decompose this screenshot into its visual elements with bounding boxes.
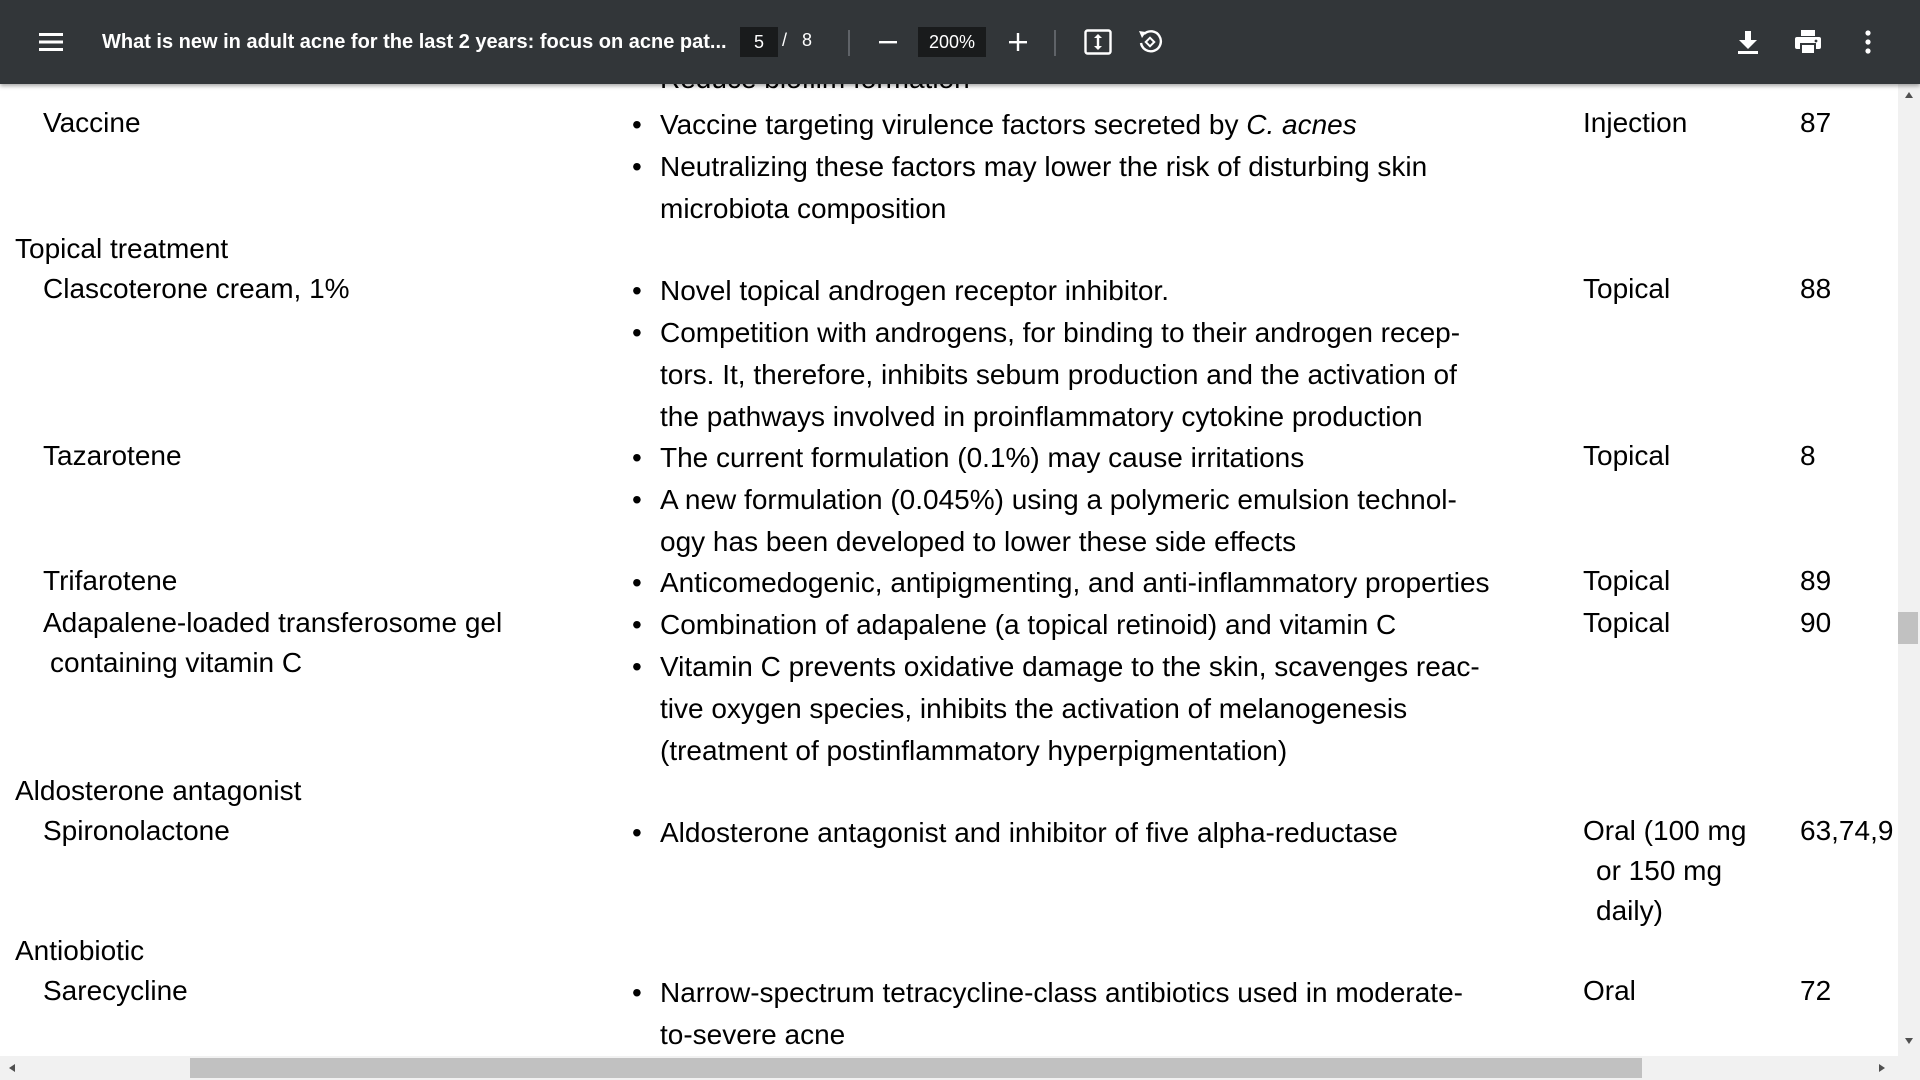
- reference-cell: 89: [1800, 565, 1832, 596]
- page-separator: /: [782, 30, 788, 50]
- treatment-name: Trifarotene: [43, 565, 178, 596]
- group-heading: Aldosterone antagonist: [15, 775, 302, 806]
- triangle-left-icon: [8, 1063, 16, 1073]
- route-cell: Injection: [1583, 107, 1688, 138]
- description-line: Competition with androgens, for binding to their androgen recep-: [660, 317, 1461, 348]
- bullet: •: [632, 317, 642, 348]
- zoom-level-input[interactable]: [918, 27, 986, 57]
- page-number-input[interactable]: [740, 27, 778, 57]
- description-line: to-severe acne: [660, 1019, 846, 1050]
- description-line: the pathways involved in proinflammatory cytokine production: [660, 401, 1423, 432]
- route-cell: Topical: [1583, 273, 1671, 304]
- bullet: •: [632, 651, 642, 682]
- zoom-in-button[interactable]: [998, 22, 1038, 62]
- description-line: Combination of adapalene (a topical retinoid) and vitamin C: [660, 609, 1397, 640]
- bullet: •: [632, 977, 642, 1008]
- description-line: Aldosterone antagonist and inhibitor of five alpha-reductase: [660, 817, 1398, 848]
- description-line: [660, 104, 1357, 146]
- bullet: •: [632, 817, 642, 848]
- bullet: •: [632, 151, 642, 182]
- description-line: The current formulation (0.1%) may cause irritations: [660, 442, 1305, 473]
- pdf-toolbar: [0, 0, 1920, 84]
- document-title: What is new in adult acne for the last 2 years: focus on acne pat...: [102, 31, 727, 53]
- download-button[interactable]: [1728, 22, 1768, 62]
- description-line: (treatment of postinflammatory hyperpigmentation): [660, 735, 1288, 766]
- toolbar-divider: [848, 30, 850, 56]
- scroll-down-arrow[interactable]: [1898, 1032, 1920, 1050]
- treatment-name: Adapalene-loaded transferosome gel: [43, 607, 503, 638]
- reference-cell: 63,74,9: [1800, 815, 1894, 846]
- treatment-name: Clascoterone cream, 1%: [43, 273, 350, 304]
- print-button[interactable]: [1788, 22, 1828, 62]
- print-icon: [1794, 29, 1822, 55]
- fit-to-page-icon: [1084, 29, 1112, 55]
- scroll-right-arrow[interactable]: [1872, 1058, 1892, 1078]
- bullet: •: [632, 609, 642, 640]
- route-cell: Oral: [1583, 975, 1636, 1006]
- vertical-scroll-thumb[interactable]: [1898, 612, 1918, 644]
- route-cell-continued: or 150 mg: [1596, 855, 1723, 886]
- rotate-button[interactable]: [1130, 22, 1170, 62]
- description-line: A new formulation (0.045%) using a polymeric emulsion technol-: [660, 484, 1457, 515]
- description-line: microbiota composition: [660, 193, 947, 224]
- treatment-name: Vaccine: [43, 107, 141, 138]
- route-cell: Topical: [1583, 440, 1671, 471]
- minus-icon: [878, 32, 898, 52]
- bullet: •: [632, 567, 642, 598]
- scroll-left-arrow[interactable]: [2, 1058, 22, 1078]
- description-line: tors. It, therefore, inhibits sebum production and the activation of: [660, 359, 1457, 390]
- treatment-name: Tazarotene: [43, 440, 182, 471]
- document-viewport[interactable]: [0, 84, 1898, 1056]
- description-line: Narrow-spectrum tetracycline-class antibiotics used in moderate-: [660, 977, 1463, 1008]
- species-name: C. acnes: [1246, 109, 1357, 140]
- description-line: Neutralizing these factors may lower the risk of disturbing skin: [660, 151, 1428, 182]
- toolbar-divider: [1054, 30, 1056, 56]
- triangle-down-icon: [1904, 1037, 1914, 1045]
- route-cell: Oral (100 mg: [1583, 815, 1747, 846]
- triangle-right-icon: [1878, 1063, 1886, 1073]
- description-line: tive oxygen species, inhibits the activation of melanogenesis: [660, 693, 1408, 724]
- description-line: Anticomedogenic, antipigmenting, and anti-inflammatory properties: [660, 567, 1490, 598]
- bullet: •: [632, 275, 642, 306]
- group-heading: Antiobiotic: [15, 935, 145, 966]
- triangle-up-icon: [1904, 91, 1914, 99]
- menu-button[interactable]: [30, 22, 72, 62]
- description-line: Novel topical androgen receptor inhibitor.: [660, 275, 1169, 306]
- fit-to-page-button[interactable]: [1078, 22, 1118, 62]
- menu-icon: [39, 32, 63, 52]
- reference-cell: 8: [1800, 440, 1816, 471]
- scroll-up-arrow[interactable]: [1898, 86, 1920, 104]
- group-heading: Topical treatment: [15, 233, 229, 264]
- reference-cell: 87: [1800, 107, 1832, 138]
- plus-icon: [1008, 32, 1028, 52]
- bullet: •: [632, 442, 642, 473]
- description-line: Vitamin C prevents oxidative damage to the skin, scavenges reac-: [660, 651, 1480, 682]
- description-line: ogy has been developed to lower these side effects: [660, 526, 1297, 557]
- bullet: •: [632, 109, 642, 140]
- treatment-name: Sarecycline: [43, 975, 188, 1006]
- vertical-scrollbar[interactable]: [1898, 84, 1920, 1056]
- description-text: Vaccine targeting virulence factors secreted by: [660, 109, 1247, 140]
- reference-cell: 88: [1800, 273, 1832, 304]
- horizontal-scroll-thumb[interactable]: [190, 1058, 1642, 1078]
- more-options-button[interactable]: [1848, 22, 1888, 62]
- route-cell: Topical: [1583, 565, 1671, 596]
- rotate-icon: [1136, 28, 1164, 56]
- reference-cell: 90: [1800, 607, 1832, 638]
- zoom-out-button[interactable]: [868, 22, 908, 62]
- route-cell: Topical: [1583, 607, 1671, 638]
- treatment-name: Spironolactone: [43, 815, 230, 846]
- bullet: •: [632, 484, 642, 515]
- more-vert-icon: [1864, 30, 1872, 54]
- route-cell-continued: daily): [1596, 895, 1663, 926]
- download-icon: [1737, 30, 1759, 54]
- treatment-name-continued: containing vitamin C: [50, 647, 303, 678]
- reference-cell: 72: [1800, 975, 1832, 1006]
- total-pages: 8: [802, 30, 813, 50]
